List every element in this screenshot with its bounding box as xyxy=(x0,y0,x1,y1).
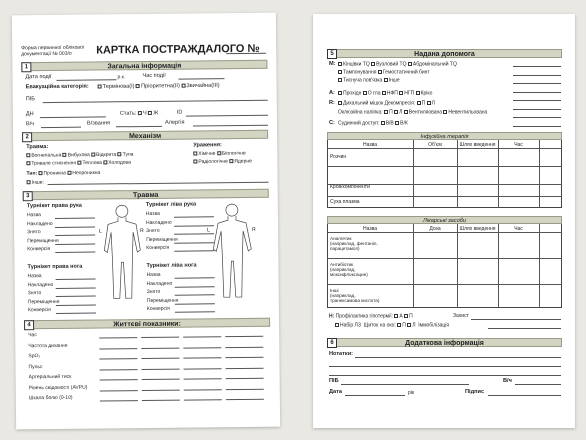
table-divider xyxy=(327,232,562,233)
aid-time-field[interactable] xyxy=(513,66,561,67)
vital-field[interactable] xyxy=(226,378,264,379)
m-label: М: xyxy=(329,61,336,67)
eye-shield-row[interactable]: Набір ЛЗ Щиток на око: П Л Іммобілізація xyxy=(335,323,449,329)
date-label: Дата події xyxy=(25,73,52,81)
casualty-card-front xyxy=(12,13,280,430)
m-options-2[interactable]: Тампонування Гемостатичний бинт xyxy=(338,70,430,76)
body-front-diagram[interactable] xyxy=(98,202,147,302)
r-options[interactable]: Дихальний мішок Декомпресія: П Л xyxy=(338,101,435,107)
table-divider xyxy=(539,140,540,208)
vital-label: Пульс xyxy=(28,363,43,370)
section-trauma: 3 Травма xyxy=(23,189,269,201)
table-divider xyxy=(327,148,562,149)
m-options-1[interactable]: Кінцівки ТQ Вузловий ТQ Абдомінальний ТQ xyxy=(338,62,457,68)
tq-row-label: Накладено xyxy=(26,220,53,227)
injury-options-row1[interactable]: Хімічне Біологічне xyxy=(193,151,246,157)
table-divider xyxy=(413,224,414,308)
aid-time-field[interactable] xyxy=(513,117,561,118)
year-suffix: р.к. xyxy=(117,74,126,81)
immobilization-field[interactable] xyxy=(488,328,561,329)
aid-time-field[interactable] xyxy=(513,100,561,101)
infusion-row-label: Кров/компоненти xyxy=(330,184,370,190)
tq-row-label: Назва xyxy=(145,210,160,218)
vital-label: SpO₂ xyxy=(28,353,41,360)
vital-field[interactable] xyxy=(226,399,264,400)
signer-unit-label: В/ч xyxy=(503,378,512,384)
vital-field[interactable] xyxy=(184,368,222,369)
vital-field[interactable] xyxy=(141,347,179,348)
drugs-col-header: Шлях введення xyxy=(459,226,496,232)
section-additional-info: 6 Додаткова інформація xyxy=(327,338,562,347)
protection-field[interactable] xyxy=(471,319,561,320)
tq-row-label: Конверсія xyxy=(146,244,170,251)
hypothermia-row[interactable]: Н: Профілактика гіпотермії: А П xyxy=(329,313,413,320)
unit-label: В/ч xyxy=(25,121,35,128)
tq-row-label: Назва xyxy=(27,273,42,280)
vital-field[interactable] xyxy=(99,337,137,338)
infusion-col-header: Назва xyxy=(362,142,377,148)
event-date-field[interactable] xyxy=(57,79,117,81)
table-divider xyxy=(327,166,562,167)
signer-unit-field[interactable] xyxy=(515,384,561,385)
tq-row-label: Накладено xyxy=(146,280,173,287)
card-title: КАРТКА ПОСТРАЖДАЛОГО № xyxy=(96,42,260,57)
vital-field[interactable] xyxy=(142,368,180,369)
infusion-title: Інфузійна терапія xyxy=(327,132,562,140)
vital-field[interactable] xyxy=(100,390,138,391)
vital-field[interactable] xyxy=(99,358,137,359)
tq-row-label: Накладено xyxy=(27,281,54,288)
a-label: A: xyxy=(329,90,335,96)
vital-field[interactable] xyxy=(184,399,222,400)
m-options-3[interactable]: Тиснуча пов'язка Інше xyxy=(338,78,400,84)
signature-label: Підпис xyxy=(465,389,485,395)
tq-row-field[interactable] xyxy=(175,303,215,304)
tq-row-label: Конверсія xyxy=(27,246,51,253)
table-divider xyxy=(498,140,499,208)
vital-label: Частота дихання xyxy=(28,342,68,349)
type-options[interactable]: Тип: Проникна Непроникна xyxy=(26,169,101,177)
vital-label: Артеріальний тиск xyxy=(28,373,72,381)
section-vitals: 4 Життєві показники: xyxy=(24,318,270,330)
tq-row-label: Назва xyxy=(26,212,41,219)
section-mechanism: 2 Механізм xyxy=(22,130,268,142)
vital-field[interactable] xyxy=(183,357,221,358)
tq-row-label: Накладено xyxy=(145,219,172,226)
tq-row-label: Переміщення xyxy=(146,297,179,304)
tq-row-label: Переміщення xyxy=(27,237,59,244)
tq-row-field[interactable] xyxy=(55,235,95,236)
dob-field[interactable] xyxy=(40,116,106,118)
section-number: 1 xyxy=(21,62,31,72)
vital-field[interactable] xyxy=(141,337,179,338)
event-time-field[interactable] xyxy=(179,78,225,79)
id-field[interactable] xyxy=(186,115,268,117)
signer-name-field[interactable] xyxy=(341,384,469,385)
vital-field[interactable] xyxy=(226,388,264,389)
vital-field[interactable] xyxy=(142,400,180,401)
tq-row-label: Знято xyxy=(146,288,161,295)
tq-row-field[interactable] xyxy=(55,252,95,253)
drugs-col-header: Час xyxy=(514,226,523,232)
infusion-col-header: Час xyxy=(514,142,523,148)
rank-field[interactable] xyxy=(116,126,162,127)
infusion-col-header: Шлях введення xyxy=(459,142,496,148)
injury-options-row2[interactable]: Радіологічне Ядерне xyxy=(193,159,252,165)
time-label: Час події xyxy=(142,72,166,80)
other-field[interactable] xyxy=(48,182,269,185)
section-general-info xyxy=(21,60,267,72)
sign-year-suffix: рік xyxy=(408,390,415,396)
c-options[interactable]: Судинний доступ: В/В В/К xyxy=(338,120,408,127)
evac-label: Евакуаційна категорія: xyxy=(25,83,89,91)
name-field[interactable] xyxy=(43,100,268,103)
vital-field[interactable] xyxy=(225,336,263,337)
protection-label: Захист xyxy=(453,313,469,319)
sex-options[interactable]: Стать: Ч Ж xyxy=(119,110,159,117)
drug-row-label: Аналгетик (наприклад, фентаніл, парацетамол) xyxy=(330,236,378,251)
drug-row-label: Інші (наприклад, транексамова кислота) xyxy=(330,288,380,303)
right-marker: R xyxy=(252,226,256,233)
rank-label: В/звання xyxy=(86,120,111,127)
signature-field[interactable] xyxy=(488,395,561,396)
a-options[interactable]: Прохідн О гла НФП НГП Кріко xyxy=(338,91,432,97)
tq-row-field[interactable] xyxy=(55,226,95,227)
notes-line[interactable] xyxy=(329,375,561,376)
tq-row-label: Назва xyxy=(146,271,161,278)
casualty-card-back xyxy=(313,14,575,428)
tq-row-field[interactable] xyxy=(56,296,96,297)
vital-field[interactable] xyxy=(142,389,180,390)
notes-label: Нотатки: xyxy=(329,351,354,357)
tq-row-field[interactable] xyxy=(175,311,215,312)
vital-field[interactable] xyxy=(225,346,263,347)
form-reference: Форма первинної облікової документації № 003/о xyxy=(21,44,85,58)
drugs-col-header: Доза xyxy=(429,226,441,232)
drug-row-label: Антибіотик (наприклад, моксифлоксацин) xyxy=(330,262,368,277)
card-number-field[interactable] xyxy=(226,53,266,54)
signer-name-label: ПІБ xyxy=(329,378,339,384)
vital-field[interactable] xyxy=(99,348,137,349)
tq-row-label: Конверсія xyxy=(146,305,170,312)
right-marker: R xyxy=(140,228,144,235)
vital-label: Час xyxy=(28,332,37,339)
tq-row-field[interactable] xyxy=(55,243,95,244)
table-divider xyxy=(457,224,458,308)
vital-field[interactable] xyxy=(184,389,222,390)
tq-row-field[interactable] xyxy=(55,218,95,219)
tq-row-field[interactable] xyxy=(56,313,96,314)
vital-field[interactable] xyxy=(100,379,138,380)
left-marker: L xyxy=(207,227,210,234)
vital-field[interactable] xyxy=(183,336,221,337)
trauma-options-row2[interactable]: Тривале стиснення Теплова Холодова xyxy=(26,160,131,167)
tq-row-field[interactable] xyxy=(56,287,96,288)
tq-row-label: Переміщення xyxy=(146,236,178,243)
vital-field[interactable] xyxy=(226,367,264,368)
vital-field[interactable] xyxy=(100,400,138,401)
c-label: C: xyxy=(329,120,335,126)
aid-time-field[interactable] xyxy=(513,75,561,76)
dob-label: ДН xyxy=(25,111,34,118)
tq-row-label: Конверсія xyxy=(27,307,51,314)
trauma-options-row1[interactable]: Вогнепальна Вибухова Відкрита Тупа xyxy=(26,152,133,159)
evac-options[interactable]: Термінова(I) Пріоритетна(II) Звичайна(III) xyxy=(98,83,220,90)
name-label: ПІБ xyxy=(25,96,35,103)
vital-field[interactable] xyxy=(225,357,263,358)
drugs-title: Лікарські засоби xyxy=(327,216,562,224)
sign-date-label: Дата xyxy=(329,389,342,395)
tq-row-field[interactable] xyxy=(56,304,96,305)
table-divider xyxy=(327,284,562,285)
aid-time-field[interactable] xyxy=(513,126,561,127)
tq-right-leg-label: Турнікет права нога xyxy=(27,263,83,271)
injury-label: Ураження: xyxy=(193,142,222,149)
section-aid-provided: 5 Надана допомога xyxy=(327,49,562,58)
aid-time-field[interactable] xyxy=(513,92,561,93)
drugs-col-header: Назва xyxy=(362,226,377,232)
other-option[interactable]: Інше: xyxy=(27,180,44,186)
notes-line[interactable] xyxy=(329,366,561,367)
vital-field[interactable] xyxy=(100,369,138,370)
sign-date-field[interactable] xyxy=(345,395,405,396)
vital-field[interactable] xyxy=(183,347,221,348)
table-divider xyxy=(327,258,562,259)
tq-row-label: Переміщення xyxy=(27,298,60,305)
vital-field[interactable] xyxy=(141,358,179,359)
r-label: R: xyxy=(329,100,335,106)
table-divider xyxy=(457,140,458,208)
tq-row-label: Знято xyxy=(27,229,41,236)
r-options-2[interactable]: Оклюзійна наліпка: П Л Вентиляована Невентильована xyxy=(338,109,488,116)
aid-time-field[interactable] xyxy=(513,83,561,84)
infusion-row-label: Розчин xyxy=(330,154,347,160)
infusion-col-header: Об'єм xyxy=(428,142,442,148)
id-label: ID xyxy=(176,109,183,116)
unit-field[interactable] xyxy=(41,127,81,128)
left-marker: L xyxy=(99,228,102,235)
table-divider xyxy=(413,140,414,208)
allergy-field[interactable] xyxy=(193,125,268,127)
table-divider xyxy=(498,224,499,308)
trauma-label: Травма: xyxy=(26,144,49,151)
tq-row-label: Знято xyxy=(27,290,42,297)
section-title: Загальна інформація xyxy=(107,62,182,71)
aid-time-field[interactable] xyxy=(513,109,561,110)
allergy-label: Алергія xyxy=(164,119,185,126)
table-divider xyxy=(539,224,540,308)
vital-field[interactable] xyxy=(184,378,222,379)
tq-row-field[interactable] xyxy=(56,279,96,280)
tq-left-arm-label: Турнікет ліва рука xyxy=(145,201,197,209)
tq-row-label: Знято xyxy=(146,227,160,234)
table-divider xyxy=(327,196,562,197)
vital-label: Шкала болю (0-10) xyxy=(28,394,73,402)
vital-label: Рівень свідомості (AVPU) xyxy=(28,384,88,391)
notes-line[interactable] xyxy=(355,357,561,358)
tq-left-leg-label: Турнікет ліва нога xyxy=(146,262,197,269)
tq-right-arm-label: Турнікет права рука xyxy=(26,202,82,210)
infusion-row-label: Суха плазма xyxy=(330,199,360,205)
vital-field[interactable] xyxy=(142,379,180,380)
